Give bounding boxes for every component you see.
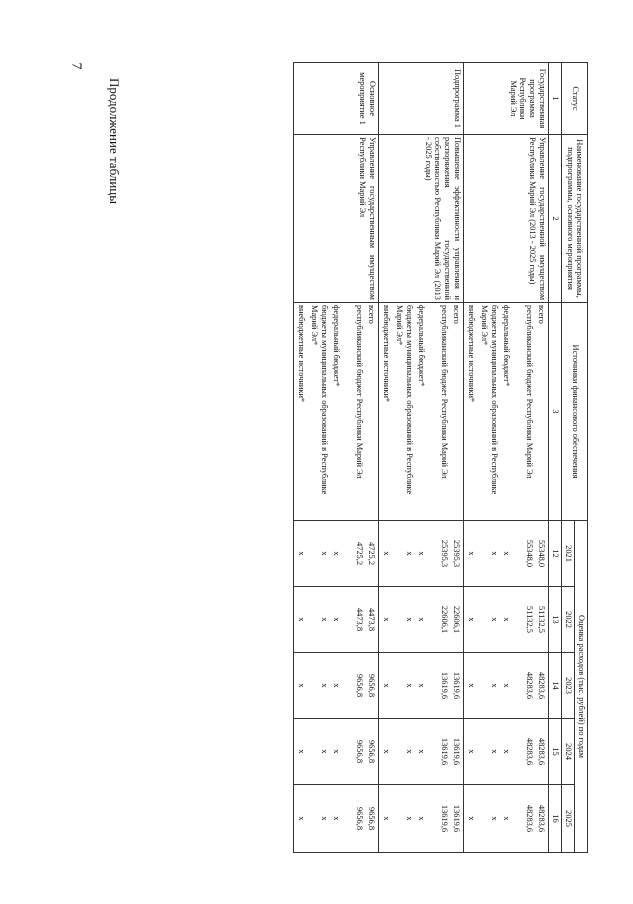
source-label: всего <box>367 305 377 324</box>
source-label: республиканский бюджет Республики Марий Эл <box>525 305 535 479</box>
value: 48283,6 <box>537 737 547 766</box>
year-values <box>464 521 549 587</box>
value: 51132,5 <box>525 606 535 633</box>
value: x <box>320 617 330 622</box>
value: x <box>332 551 342 556</box>
table-continuation-heading-wrap <box>0 0 122 204</box>
table-continuation-heading: Продолжение таблицы <box>107 78 122 204</box>
year-values <box>294 521 379 587</box>
source-label: бюджеты муниципальных образований в Республике Марий Эл* <box>310 305 330 495</box>
value: x <box>332 683 342 688</box>
value: x <box>467 749 477 754</box>
header-status: Статус <box>562 63 588 135</box>
year-values <box>294 587 379 653</box>
row-name: Повышение эффективности управления и распоряжения государственной собственностью Республики Марий Эл (2013 - 2025 годы) <box>379 135 464 303</box>
value: 25395,3 <box>440 539 450 568</box>
value: 48283,6 <box>525 671 535 700</box>
source-label: всего <box>452 305 462 324</box>
row-name: Управление государственной имуществом Республики Марий Эл (2013 - 2025 годы) <box>464 135 549 303</box>
value: x <box>417 816 427 821</box>
year-values <box>379 587 464 653</box>
value: 9656,8 <box>355 673 365 698</box>
value: 9656,8 <box>367 673 377 698</box>
value: x <box>490 617 500 622</box>
value: x <box>382 683 392 688</box>
value: 4725,2 <box>355 541 365 566</box>
value: x <box>502 683 512 688</box>
value: 55348,0 <box>525 539 535 568</box>
value: x <box>467 617 477 622</box>
year-values <box>464 587 549 653</box>
value: x <box>320 683 330 688</box>
value: 48283,6 <box>537 804 547 833</box>
value: x <box>320 816 330 821</box>
value: 13619,6 <box>452 671 462 700</box>
value: 55348,0 <box>537 539 547 568</box>
value: 4725,2 <box>367 541 377 566</box>
value: x <box>332 617 342 622</box>
header-year: 2022 <box>562 587 575 653</box>
row-status: Государственная программа Республики Марий Эл <box>464 63 549 135</box>
value: 9656,8 <box>367 739 377 764</box>
header-year: 2023 <box>562 653 575 719</box>
row-sources <box>464 303 549 521</box>
value: x <box>467 683 477 688</box>
year-values <box>464 785 549 853</box>
value: x <box>502 551 512 556</box>
value: 48283,6 <box>525 737 535 766</box>
year-values <box>379 719 464 785</box>
value: x <box>417 683 427 688</box>
expenses-table <box>293 62 588 853</box>
value: x <box>297 816 307 821</box>
column-number: 12 <box>549 521 562 587</box>
value: x <box>297 551 307 556</box>
value: x <box>405 617 415 622</box>
row-sources <box>294 303 379 521</box>
value: 48283,6 <box>537 671 547 700</box>
year-values <box>294 785 379 853</box>
value: x <box>320 749 330 754</box>
value: x <box>417 551 427 556</box>
value: x <box>382 749 392 754</box>
value: x <box>467 551 477 556</box>
value: x <box>382 617 392 622</box>
value: x <box>297 617 307 622</box>
year-values <box>379 785 464 853</box>
source-label: федеральный бюджет* <box>502 305 512 387</box>
value: x <box>417 749 427 754</box>
value: 13619,6 <box>452 804 462 833</box>
row-sources <box>379 303 464 521</box>
year-values <box>379 653 464 719</box>
rotated-table-container <box>148 62 588 852</box>
header-sources: Источники финансового обеспечения <box>562 303 588 521</box>
source-label: республиканский бюджет Республики Марий Эл <box>440 305 450 479</box>
year-values <box>464 719 549 785</box>
value: 9656,8 <box>367 806 377 831</box>
header-year: 2024 <box>562 719 575 785</box>
value: 9656,8 <box>355 806 365 831</box>
header-name: Наименование государственной программы, подпрограммы, основного мероприятия <box>562 135 588 303</box>
value: x <box>405 551 415 556</box>
column-number: 14 <box>549 653 562 719</box>
table-row <box>464 63 549 853</box>
value: x <box>502 816 512 821</box>
value: x <box>490 816 500 821</box>
value: 13619,6 <box>452 737 462 766</box>
source-label: бюджеты муниципальных образований в Республике Марий Эл* <box>395 305 415 495</box>
value: 48283,6 <box>525 804 535 833</box>
value: x <box>297 749 307 754</box>
year-values <box>464 653 549 719</box>
header-estimate: Оценка расходов (тыс. рублей) по годам <box>575 521 588 853</box>
value: 22606,1 <box>440 605 450 634</box>
year-values <box>294 653 379 719</box>
value: x <box>417 617 427 622</box>
value: x <box>332 749 342 754</box>
value: 9656,8 <box>355 739 365 764</box>
value: 4473,8 <box>367 607 377 632</box>
value: x <box>405 683 415 688</box>
source-label: внебюджетные источники* <box>382 305 392 403</box>
table-row <box>294 63 379 853</box>
value: 13619,6 <box>440 804 450 833</box>
source-label: бюджеты муниципальных образований в Республике Марий Эл* <box>480 305 500 495</box>
column-number: 16 <box>549 785 562 853</box>
header-year: 2021 <box>562 521 575 587</box>
value: x <box>382 551 392 556</box>
source-label: федеральный бюджет* <box>417 305 427 387</box>
source-label: всего <box>537 305 547 324</box>
value: x <box>490 551 500 556</box>
header-year: 2025 <box>562 785 575 853</box>
value: 51132,5 <box>537 606 547 633</box>
value: x <box>467 816 477 821</box>
column-number: 15 <box>549 719 562 785</box>
value: x <box>490 749 500 754</box>
source-label: федеральный бюджет* <box>332 305 342 387</box>
value: 25395,3 <box>452 539 462 568</box>
value: x <box>502 749 512 754</box>
value: x <box>332 816 342 821</box>
column-number: 3 <box>549 303 562 521</box>
column-number: 1 <box>549 63 562 135</box>
value: 13619,6 <box>440 671 450 700</box>
value: 4473,8 <box>355 607 365 632</box>
value: x <box>405 749 415 754</box>
column-number: 2 <box>549 135 562 303</box>
value: x <box>382 816 392 821</box>
source-label: внебюджетные источники* <box>467 305 477 403</box>
value: 22606,1 <box>452 605 462 634</box>
page-number: 7 <box>68 62 84 70</box>
value: x <box>502 617 512 622</box>
value: x <box>405 816 415 821</box>
row-name: Управление государственным имуществом Республики Марий Эл <box>294 135 379 303</box>
row-status: Подпрограмма 1 <box>379 63 464 135</box>
value: x <box>320 551 330 556</box>
value: x <box>490 683 500 688</box>
source-label: республиканский бюджет Республики Марий Эл <box>355 305 365 479</box>
source-label: внебюджетные источники* <box>297 305 307 403</box>
year-values <box>294 719 379 785</box>
value: 13619,6 <box>440 737 450 766</box>
table-row <box>379 63 464 853</box>
year-values <box>379 521 464 587</box>
row-status: Основное мероприятие 1 <box>294 63 379 135</box>
value: x <box>297 683 307 688</box>
column-number: 13 <box>549 587 562 653</box>
